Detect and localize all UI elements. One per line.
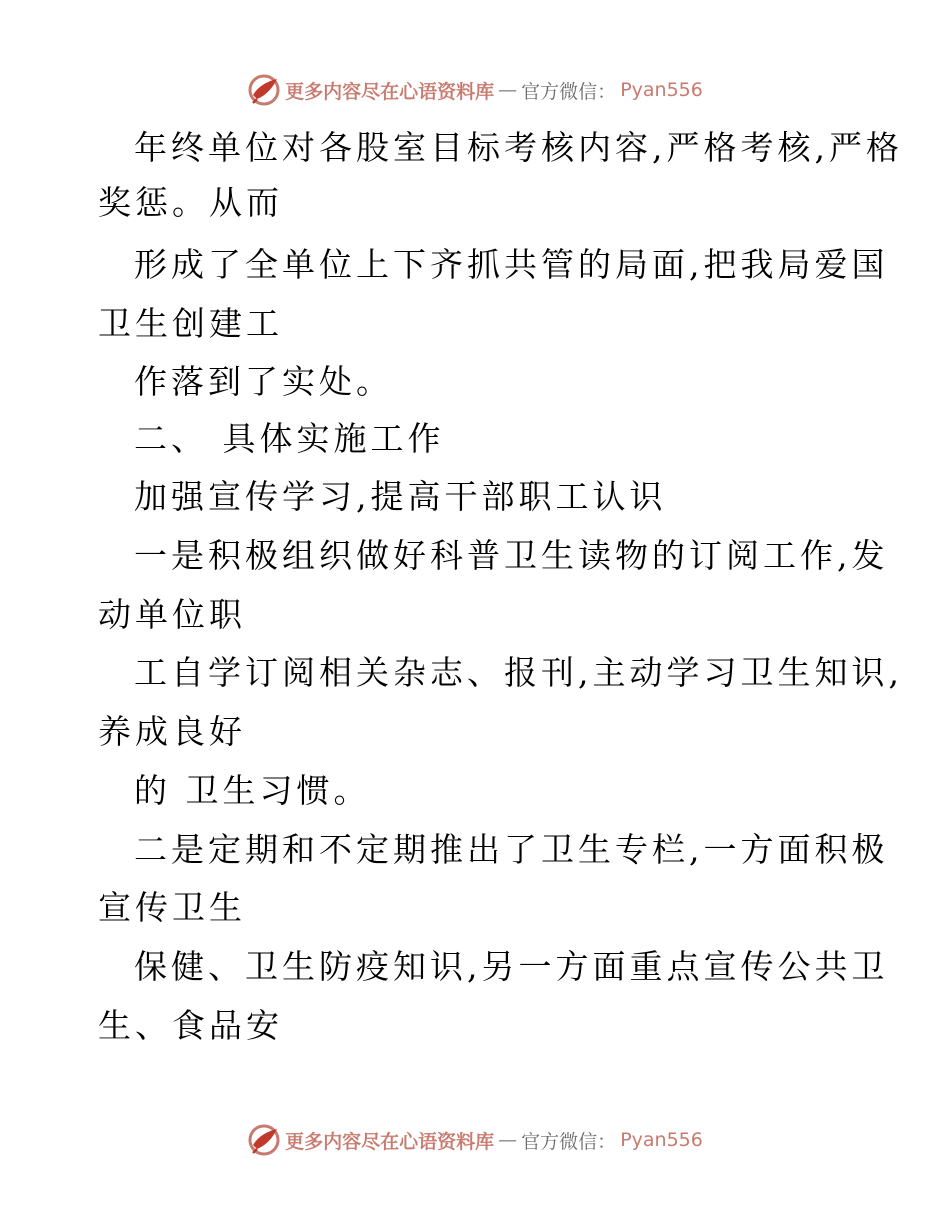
text-line: 生、食品安 bbox=[98, 1006, 283, 1045]
header-banner-content bbox=[247, 73, 703, 107]
banner-wechat-label: 官方微信： bbox=[521, 1130, 617, 1153]
footer-banner bbox=[0, 1120, 950, 1160]
banner-wechat-id: Pyan556 bbox=[620, 79, 703, 101]
text-line: 工自学订阅相关杂志、报刊,主动学习卫生知识, bbox=[134, 653, 903, 692]
banner-wechat-id: Pyan556 bbox=[620, 1129, 703, 1151]
text-line: 作落到了实处。 bbox=[134, 362, 393, 401]
text-line: 动单位职 bbox=[98, 595, 246, 634]
text-line: 宣传卫生 bbox=[98, 888, 246, 927]
section-heading: 二、 具体实施工作 bbox=[134, 419, 445, 458]
text-line: 卫生创建工 bbox=[98, 304, 283, 343]
banner-brand-text: 更多内容尽在心语资料库 bbox=[285, 80, 495, 103]
text-line: 加强宣传学习,提高干部职工认识 bbox=[134, 477, 667, 516]
banner-brand-text: 更多内容尽在心语资料库 bbox=[285, 1130, 495, 1153]
text-line: 保健、卫生防疫知识,另一方面重点宣传公共卫 bbox=[134, 947, 889, 986]
banner-separator: — bbox=[498, 1129, 518, 1151]
pen-nib-logo-icon bbox=[247, 73, 281, 107]
text-line: 的 卫生习惯。 bbox=[134, 771, 371, 810]
banner-separator: — bbox=[498, 79, 518, 101]
footer-banner-content bbox=[247, 1123, 703, 1157]
text-line: 形成了全单位上下齐抓共管的局面,把我局爱国 bbox=[134, 245, 889, 284]
header-banner bbox=[0, 70, 950, 110]
text-line: 二是定期和不定期推出了卫生专栏,一方面积极 bbox=[134, 830, 889, 869]
text-line: 奖惩。从而 bbox=[98, 183, 283, 222]
pen-nib-logo-icon bbox=[247, 1123, 281, 1157]
banner-wechat-label: 官方微信： bbox=[521, 80, 617, 103]
text-line: 一是积极组织做好科普卫生读物的订阅工作,发 bbox=[134, 536, 889, 575]
text-line: 养成良好 bbox=[98, 712, 246, 751]
text-line: 年终单位对各股室目标考核内容,严格考核,严格 bbox=[134, 128, 903, 167]
